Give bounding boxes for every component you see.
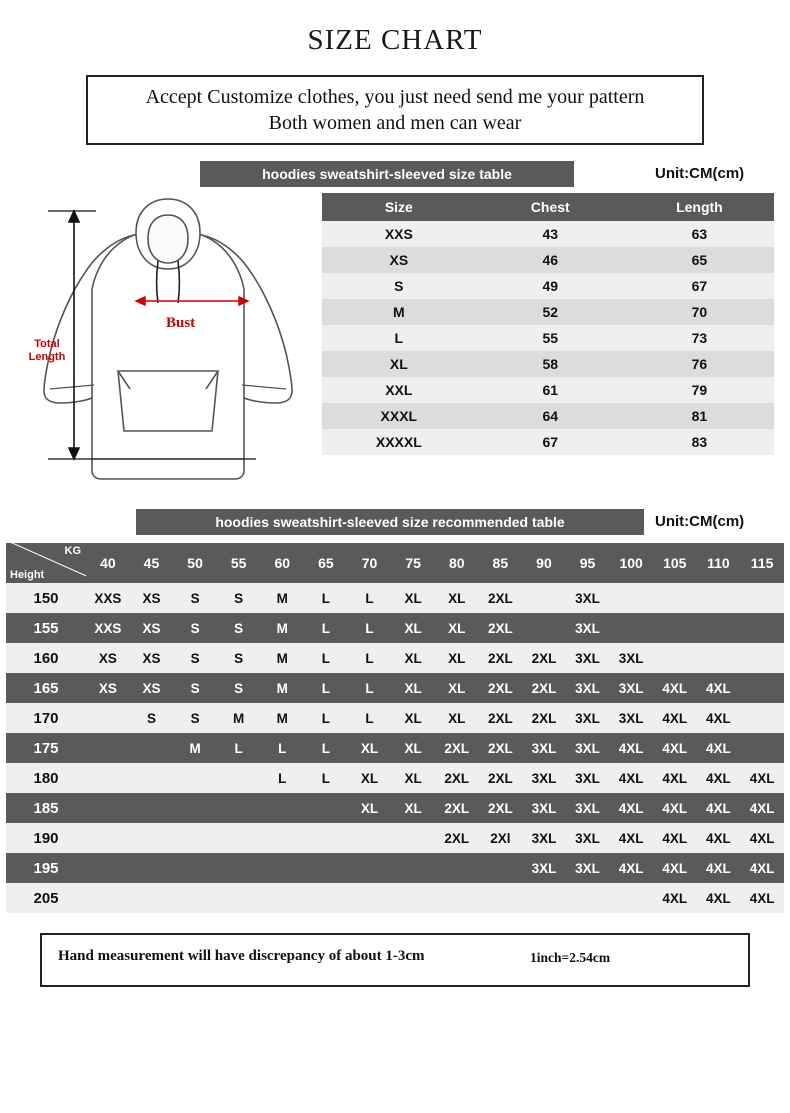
rec-cell xyxy=(86,763,130,793)
rec-cell: 4XL xyxy=(697,673,741,703)
rec-cell: 4XL xyxy=(697,763,741,793)
rec-cell: 3XL xyxy=(566,733,610,763)
size-table-header-row xyxy=(322,193,774,221)
rec-cell xyxy=(304,853,348,883)
rec-cell: 2XL xyxy=(479,673,523,703)
rec-cell: XS xyxy=(86,673,130,703)
rec-cell xyxy=(348,883,392,913)
rec-cell xyxy=(260,793,304,823)
rec-cell: 4XL xyxy=(740,763,784,793)
rec-cell: XL xyxy=(435,643,479,673)
rec-cell: 2XL xyxy=(435,763,479,793)
rec-cell xyxy=(697,643,741,673)
rec-cell: 2XL xyxy=(435,733,479,763)
rec-cell: 4XL xyxy=(609,793,653,823)
weight-header: 85 xyxy=(479,543,523,583)
rec-cell: XL xyxy=(435,583,479,613)
rec-cell: XS xyxy=(130,583,174,613)
rec-cell xyxy=(653,643,697,673)
rec-cell xyxy=(566,883,610,913)
rec-cell: 3XL xyxy=(566,763,610,793)
chest-cell: 61 xyxy=(476,377,625,403)
rec-cell: 4XL xyxy=(697,793,741,823)
rec-cell: 3XL xyxy=(566,643,610,673)
rec-cell: M xyxy=(260,583,304,613)
rec-cell: 2XL xyxy=(479,583,523,613)
rec-cell: L xyxy=(348,613,392,643)
size-cell: XS xyxy=(322,247,476,273)
rec-cell xyxy=(653,613,697,643)
rec-cell xyxy=(130,733,174,763)
corner-height-label: Height xyxy=(10,569,45,581)
rec-cell xyxy=(304,823,348,853)
rec-cell: M xyxy=(260,673,304,703)
rec-cell: XL xyxy=(435,703,479,733)
rec-cell: 3XL xyxy=(522,733,566,763)
rec-cell: L xyxy=(348,583,392,613)
rec-cell xyxy=(435,853,479,883)
footer-inch-note: 1inch=2.54cm xyxy=(530,950,611,965)
rec-cell xyxy=(740,733,784,763)
weight-header: 65 xyxy=(304,543,348,583)
rec-cell: L xyxy=(304,643,348,673)
rec-cell xyxy=(173,793,217,823)
rec-cell: 3XL xyxy=(609,703,653,733)
rec-cell xyxy=(348,853,392,883)
chest-cell: 64 xyxy=(476,403,625,429)
length-cell: 67 xyxy=(625,273,774,299)
rec-cell xyxy=(609,613,653,643)
rec-cell xyxy=(260,823,304,853)
total-length-line-1: Total xyxy=(34,338,60,350)
rec-cell: S xyxy=(217,583,261,613)
weight-header: 45 xyxy=(130,543,174,583)
rec-cell: 2XL xyxy=(479,643,523,673)
rec-table-unit: Unit:CM(cm) xyxy=(655,513,745,530)
table-row xyxy=(322,247,774,273)
rec-cell xyxy=(391,853,435,883)
recommended-table-wrap xyxy=(6,543,784,913)
rec-cell: 4XL xyxy=(653,703,697,733)
length-cell: 83 xyxy=(625,429,774,455)
rec-cell: L xyxy=(348,643,392,673)
size-table-header-length: Length xyxy=(625,193,774,221)
rec-cell xyxy=(740,673,784,703)
table-row xyxy=(6,823,784,853)
rec-cell: XS xyxy=(86,643,130,673)
rec-cell xyxy=(522,613,566,643)
rec-cell: 2XL xyxy=(522,703,566,733)
rec-cell: 4XL xyxy=(609,823,653,853)
footer-tick-right xyxy=(748,933,750,987)
rec-cell: XL xyxy=(391,793,435,823)
weight-header: 55 xyxy=(217,543,261,583)
rec-cell xyxy=(217,853,261,883)
rec-cell xyxy=(348,823,392,853)
rec-cell xyxy=(391,883,435,913)
rec-cell: XL xyxy=(391,703,435,733)
rec-cell: 4XL xyxy=(653,883,697,913)
size-cell: XXXXL xyxy=(322,429,476,455)
length-cell: 76 xyxy=(625,351,774,377)
rec-cell: 3XL xyxy=(566,613,610,643)
rec-cell xyxy=(217,763,261,793)
rec-cell: 2XL xyxy=(522,643,566,673)
rec-cell: M xyxy=(260,643,304,673)
rec-cell: XXS xyxy=(86,583,130,613)
chest-cell: 49 xyxy=(476,273,625,299)
rec-cell xyxy=(86,883,130,913)
rec-cell xyxy=(217,793,261,823)
rec-cell xyxy=(130,823,174,853)
rec-cell: 4XL xyxy=(740,883,784,913)
rec-cell: 2Xl xyxy=(479,823,523,853)
rec-cell: 4XL xyxy=(653,823,697,853)
rec-cell: S xyxy=(130,703,174,733)
rec-cell: M xyxy=(217,703,261,733)
rec-cell xyxy=(435,883,479,913)
table-row xyxy=(6,793,784,823)
corner-kg-label: KG xyxy=(64,545,82,557)
rec-cell: 4XL xyxy=(653,793,697,823)
page-title: SIZE CHART xyxy=(307,24,483,56)
table-row xyxy=(6,883,784,913)
rec-cell: S xyxy=(173,703,217,733)
rec-cell xyxy=(130,853,174,883)
height-cell: 180 xyxy=(6,763,86,793)
rec-cell: XS xyxy=(130,613,174,643)
rec-cell xyxy=(173,763,217,793)
table-row xyxy=(6,703,784,733)
weight-header: 60 xyxy=(260,543,304,583)
rec-cell xyxy=(522,583,566,613)
rec-cell: S xyxy=(173,613,217,643)
size-cell: XXXL xyxy=(322,403,476,429)
rec-cell xyxy=(740,643,784,673)
rec-cell: 3XL xyxy=(609,643,653,673)
rec-cell: S xyxy=(173,673,217,703)
rec-cell xyxy=(653,583,697,613)
bust-label: Bust xyxy=(166,315,196,331)
weight-header: 105 xyxy=(653,543,697,583)
rec-cell: L xyxy=(260,733,304,763)
rec-cell xyxy=(86,853,130,883)
rec-cell xyxy=(260,883,304,913)
table-row xyxy=(6,673,784,703)
length-cell: 81 xyxy=(625,403,774,429)
rec-cell xyxy=(130,793,174,823)
rec-cell xyxy=(479,883,523,913)
footer-rule-top xyxy=(40,933,750,935)
rec-cell xyxy=(217,823,261,853)
table-row xyxy=(6,643,784,673)
height-cell: 160 xyxy=(6,643,86,673)
rec-cell xyxy=(173,823,217,853)
table-row xyxy=(322,325,774,351)
height-cell: 165 xyxy=(6,673,86,703)
rec-cell xyxy=(609,883,653,913)
rec-cell: M xyxy=(260,703,304,733)
rec-cell: 4XL xyxy=(697,823,741,853)
size-table-unit: Unit:CM(cm) xyxy=(655,165,745,182)
table-row xyxy=(6,613,784,643)
rec-cell: 3XL xyxy=(566,793,610,823)
length-cell: 70 xyxy=(625,299,774,325)
rec-cell xyxy=(86,793,130,823)
rec-cell: 3XL xyxy=(522,763,566,793)
chest-cell: 43 xyxy=(476,221,625,247)
rec-cell: XS xyxy=(130,643,174,673)
upper-section xyxy=(0,193,790,493)
weight-header: 110 xyxy=(697,543,741,583)
footer-measure-note: Hand measurement will have discrepancy of about 1-3cm xyxy=(58,948,425,964)
length-cell: 63 xyxy=(625,221,774,247)
rec-cell: XL xyxy=(391,613,435,643)
table-row xyxy=(6,583,784,613)
rec-cell: L xyxy=(304,583,348,613)
rec-cell: L xyxy=(304,673,348,703)
rec-cell: S xyxy=(217,673,261,703)
rec-cell: L xyxy=(217,733,261,763)
size-cell: L xyxy=(322,325,476,351)
rec-cell: 2XL xyxy=(435,793,479,823)
hoodie-diagram xyxy=(6,193,316,483)
footer-rule-bottom xyxy=(40,985,750,987)
rec-cell xyxy=(697,583,741,613)
footer-note xyxy=(40,933,750,987)
size-cell: S xyxy=(322,273,476,299)
rec-cell: 3XL xyxy=(522,853,566,883)
rec-cell: 4XL xyxy=(697,703,741,733)
table-row xyxy=(6,763,784,793)
chest-cell: 67 xyxy=(476,429,625,455)
rec-cell: 3XL xyxy=(566,853,610,883)
rec-table-label: hoodies sweatshirt-sleeved size recommended table xyxy=(136,509,644,535)
rec-cell: XS xyxy=(130,673,174,703)
rec-cell: 4XL xyxy=(697,853,741,883)
rec-cell: XL xyxy=(391,763,435,793)
rec-header-row xyxy=(6,543,784,583)
height-cell: 170 xyxy=(6,703,86,733)
rec-cell: S xyxy=(173,583,217,613)
table-row xyxy=(322,273,774,299)
rec-cell: 3XL xyxy=(566,673,610,703)
chest-cell: 55 xyxy=(476,325,625,351)
rec-cell: 2XL xyxy=(479,763,523,793)
rec-cell: 2XL xyxy=(479,613,523,643)
rec-cell: 4XL xyxy=(653,853,697,883)
rec-cell: XL xyxy=(391,643,435,673)
rec-cell: 2XL xyxy=(479,703,523,733)
rec-cell xyxy=(740,583,784,613)
rec-cell: 4XL xyxy=(609,763,653,793)
weight-header: 50 xyxy=(173,543,217,583)
height-cell: 175 xyxy=(6,733,86,763)
height-cell: 195 xyxy=(6,853,86,883)
banner-line-1: Accept Customize clothes, you just need send me your pattern xyxy=(145,86,645,108)
rec-cell: L xyxy=(304,613,348,643)
rec-cell: 2XL xyxy=(435,823,479,853)
rec-cell xyxy=(173,883,217,913)
size-cell: XXL xyxy=(322,377,476,403)
rec-cell: 3XL xyxy=(566,703,610,733)
rec-cell xyxy=(479,853,523,883)
rec-cell xyxy=(609,583,653,613)
size-table-label: hoodies sweatshirt-sleeved size table xyxy=(200,161,574,187)
rec-cell: XXS xyxy=(86,613,130,643)
length-cell: 65 xyxy=(625,247,774,273)
rec-cell xyxy=(304,883,348,913)
rec-cell: L xyxy=(348,703,392,733)
rec-cell: 4XL xyxy=(697,883,741,913)
table-row xyxy=(322,403,774,429)
rec-cell xyxy=(86,733,130,763)
rec-cell: 4XL xyxy=(740,853,784,883)
rec-cell: XL xyxy=(348,793,392,823)
size-table xyxy=(322,193,774,455)
rec-cell: L xyxy=(304,763,348,793)
rec-cell xyxy=(740,613,784,643)
chest-cell: 52 xyxy=(476,299,625,325)
table-row xyxy=(322,377,774,403)
table-row xyxy=(322,221,774,247)
rec-cell xyxy=(391,823,435,853)
size-table-header-size: Size xyxy=(322,193,476,221)
rec-cell: 4XL xyxy=(740,823,784,853)
customize-banner xyxy=(40,75,750,145)
rec-cell: XL xyxy=(348,733,392,763)
table-row xyxy=(6,733,784,763)
weight-header: 70 xyxy=(348,543,392,583)
weight-header: 90 xyxy=(522,543,566,583)
table-row xyxy=(322,429,774,455)
rec-cell xyxy=(522,883,566,913)
rec-cell: 4XL xyxy=(740,793,784,823)
rec-cell xyxy=(86,823,130,853)
rec-cell: 4XL xyxy=(653,673,697,703)
rec-cell: 3XL xyxy=(522,793,566,823)
rec-cell: S xyxy=(173,643,217,673)
rec-cell: S xyxy=(217,643,261,673)
size-table-label-row xyxy=(0,161,790,187)
rec-cell: 4XL xyxy=(653,763,697,793)
size-cell: M xyxy=(322,299,476,325)
rec-cell: XL xyxy=(348,763,392,793)
height-cell: 190 xyxy=(6,823,86,853)
height-cell: 155 xyxy=(6,613,86,643)
weight-header: 100 xyxy=(609,543,653,583)
weight-header: 80 xyxy=(435,543,479,583)
rec-cell: 3XL xyxy=(566,823,610,853)
rec-cell: 3XL xyxy=(609,673,653,703)
weight-header: 115 xyxy=(740,543,784,583)
rec-cell: XL xyxy=(391,583,435,613)
footer-tick-left xyxy=(40,933,42,987)
rec-cell xyxy=(740,703,784,733)
chest-cell: 46 xyxy=(476,247,625,273)
rec-cell: 3XL xyxy=(566,583,610,613)
size-cell: XXS xyxy=(322,221,476,247)
size-cell: XL xyxy=(322,351,476,377)
rec-table-label-row xyxy=(0,509,790,535)
rec-cell xyxy=(173,853,217,883)
rec-cell: L xyxy=(304,733,348,763)
weight-header: 95 xyxy=(566,543,610,583)
total-length-line-2: Length xyxy=(28,351,66,363)
rec-cell xyxy=(304,793,348,823)
rec-cell: M xyxy=(260,613,304,643)
rec-cell: 4XL xyxy=(609,733,653,763)
recommended-table xyxy=(6,543,784,913)
rec-cell: L xyxy=(260,763,304,793)
rec-cell: 3XL xyxy=(522,823,566,853)
rec-cell xyxy=(697,613,741,643)
rec-cell: XL xyxy=(391,673,435,703)
rec-cell: 4XL xyxy=(653,733,697,763)
rec-cell: L xyxy=(304,703,348,733)
total-length-label xyxy=(24,338,70,364)
rec-cell: 4XL xyxy=(609,853,653,883)
rec-cell: M xyxy=(173,733,217,763)
rec-cell: 2XL xyxy=(479,793,523,823)
table-row xyxy=(6,853,784,883)
rec-cell: L xyxy=(348,673,392,703)
rec-corner-cell xyxy=(6,543,86,583)
rec-cell xyxy=(86,703,130,733)
chest-cell: 58 xyxy=(476,351,625,377)
rec-cell: XL xyxy=(391,733,435,763)
rec-cell: XL xyxy=(435,613,479,643)
size-table-header-chest: Chest xyxy=(476,193,625,221)
table-row xyxy=(322,351,774,377)
height-cell: 205 xyxy=(6,883,86,913)
rec-cell xyxy=(130,883,174,913)
rec-cell xyxy=(217,883,261,913)
rec-cell: S xyxy=(217,613,261,643)
rec-cell xyxy=(130,763,174,793)
rec-cell: 4XL xyxy=(697,733,741,763)
table-row xyxy=(322,299,774,325)
length-cell: 73 xyxy=(625,325,774,351)
weight-header: 75 xyxy=(391,543,435,583)
length-cell: 79 xyxy=(625,377,774,403)
rec-cell: XL xyxy=(435,673,479,703)
weight-header: 40 xyxy=(86,543,130,583)
height-cell: 150 xyxy=(6,583,86,613)
banner-line-2: Both women and men can wear xyxy=(268,112,522,134)
rec-cell: 2XL xyxy=(479,733,523,763)
height-cell: 185 xyxy=(6,793,86,823)
rec-cell: 2XL xyxy=(522,673,566,703)
rec-cell xyxy=(260,853,304,883)
